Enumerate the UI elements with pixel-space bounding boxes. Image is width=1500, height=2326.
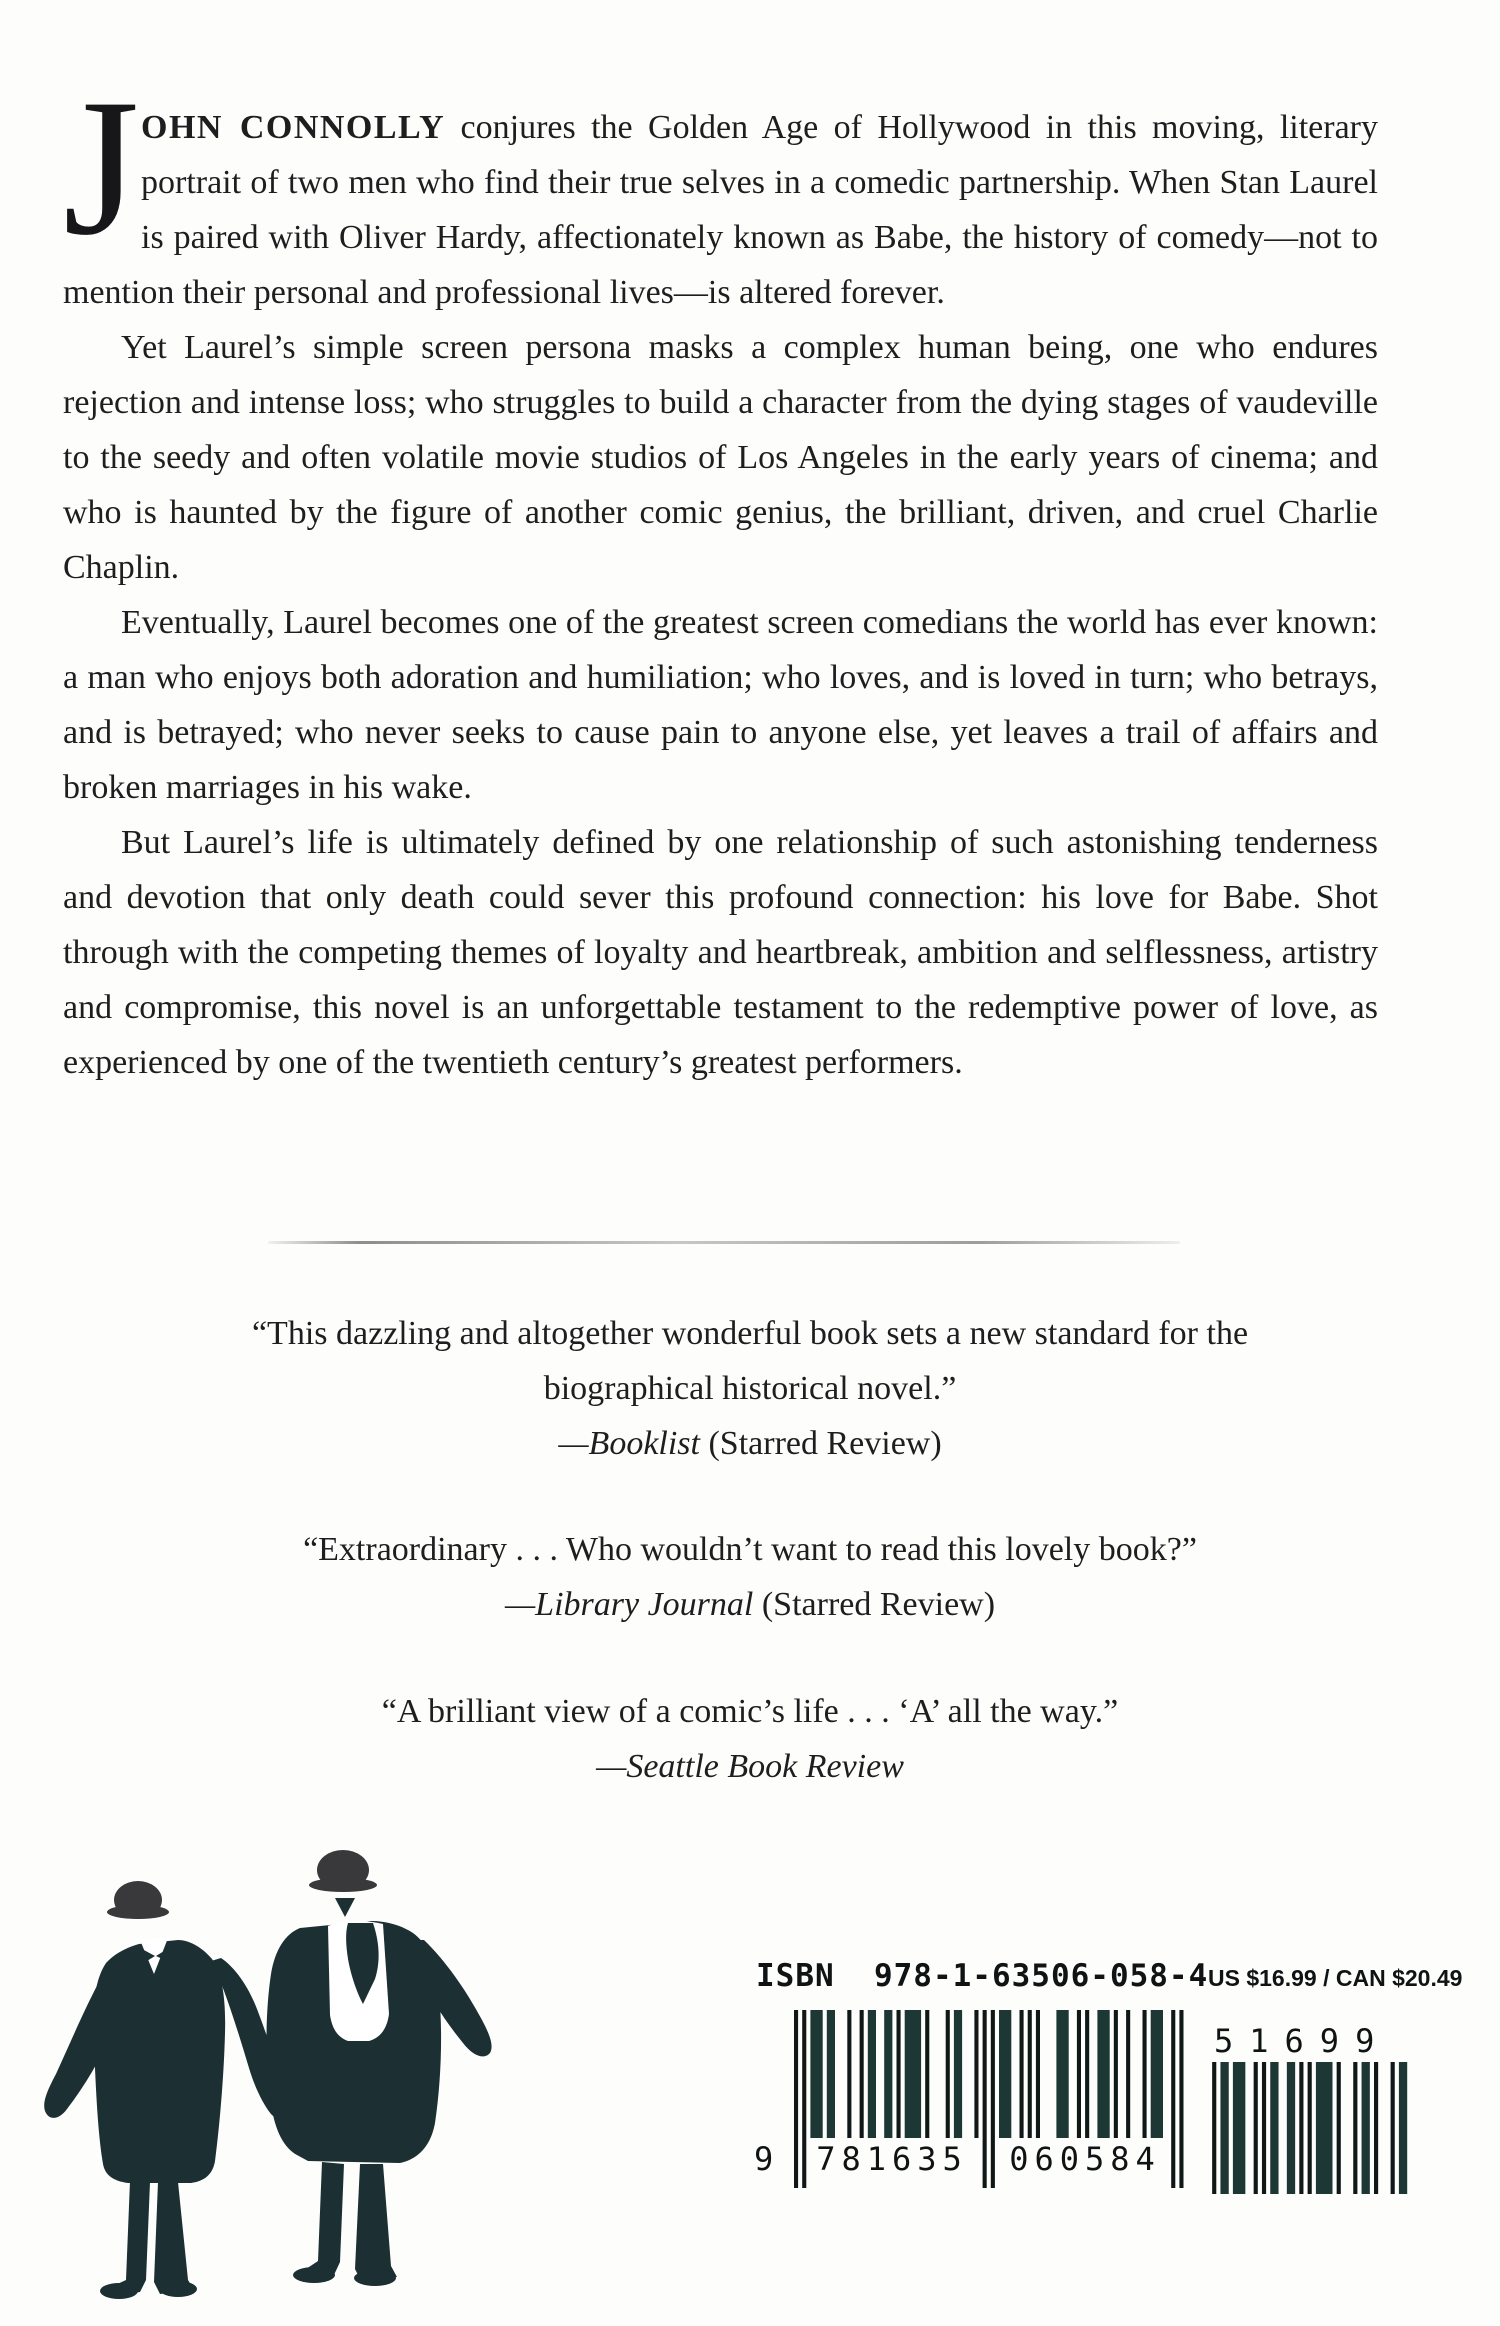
laurel-silhouette — [44, 1940, 287, 2299]
review-attribution: —Booklist (Starred Review) — [558, 1425, 942, 1462]
barcode-digit-first: 9 — [754, 2140, 774, 2178]
isbn-number: ISBN 978-1-63506-058-4 — [756, 1958, 1209, 1994]
drop-cap: J — [63, 59, 140, 276]
ean5-supplement-barcode — [1208, 2062, 1408, 2194]
review-attribution: —Seattle Book Review — [596, 1748, 904, 1785]
review-quote: “A brilliant view of a comic’s life . . . ‘A’ all the way.” — [381, 1693, 1119, 1730]
review-seattle-book-review — [0, 1684, 1500, 1794]
synopsis — [63, 59, 1378, 1090]
isbn-block — [752, 1958, 1472, 2258]
laurel-bowler-hat-icon — [107, 1881, 169, 1919]
synopsis-paragraph-1 — [63, 59, 1378, 320]
barcode-digits-left: 781635 — [816, 2140, 968, 2178]
laurel-hardy-illustration — [42, 1832, 492, 2324]
supplement-digits: 51699 — [1214, 2022, 1391, 2060]
hardy-bowler-hat-icon — [309, 1850, 377, 1892]
synopsis-text: conjures the Golden Age of Hollywood in this moving, literary portrait of two men who find their true selves in a comedic partnership. When Stan Laurel is paired with Oliver Hardy, affectionately known as Babe, the history of comedy—not to mention their personal and professional lives—is altered forever. — [63, 109, 1378, 311]
author-lead-caps: OHN CONNOLLY — [141, 109, 446, 146]
synopsis-paragraph-3: Eventually, Laurel becomes one of the greatest screen comedians the world has ever known: a man who enjoys both adoration and humiliation; who loves, and is loved in turn; who betrays, and is betrayed; who never seeks to cause pain to anyone else, yet leaves a trail of affairs and broken marriages in his wake. — [63, 604, 1378, 806]
synopsis-paragraph-2: Yet Laurel’s simple screen persona masks a complex human being, one who endures rejection and intense loss; who struggles to build a character from the dying stages of vaudeville to the seedy and often volatile movie studios of Los Angeles in the early years of cinema; and who is haunted by the figure of another comic genius, the brilliant, driven, and cruel Charlie Chaplin. — [63, 329, 1378, 586]
barcode-digits-right: 060584 — [1009, 2140, 1161, 2178]
review-quote: “Extraordinary . . . Who wouldn’t want to read this lovely book?” — [303, 1531, 1197, 1568]
review-quote: “This dazzling and altogether wonderful book sets a new standard for the biographical historical novel.” — [251, 1315, 1249, 1407]
synopsis-paragraph-4: But Laurel’s life is ultimately defined by one relationship of such astonishing tenderness and devotion that only death could sever this profound connection: his love for Babe. Shot through with the competing themes of loyalty and heartbreak, ambition and selflessness, artistry and compromise, this novel is an unforgettable testament to the redemptive power of love, as experienced by one of the twentieth century’s greatest performers. — [63, 824, 1378, 1081]
review-library-journal — [0, 1522, 1500, 1632]
price-label: US $16.99 / CAN $20.49 — [1208, 1965, 1463, 1991]
divider-rule — [268, 1241, 1180, 1244]
review-booklist — [0, 1306, 1500, 1471]
review-attribution: —Library Journal (Starred Review) — [504, 1586, 996, 1623]
